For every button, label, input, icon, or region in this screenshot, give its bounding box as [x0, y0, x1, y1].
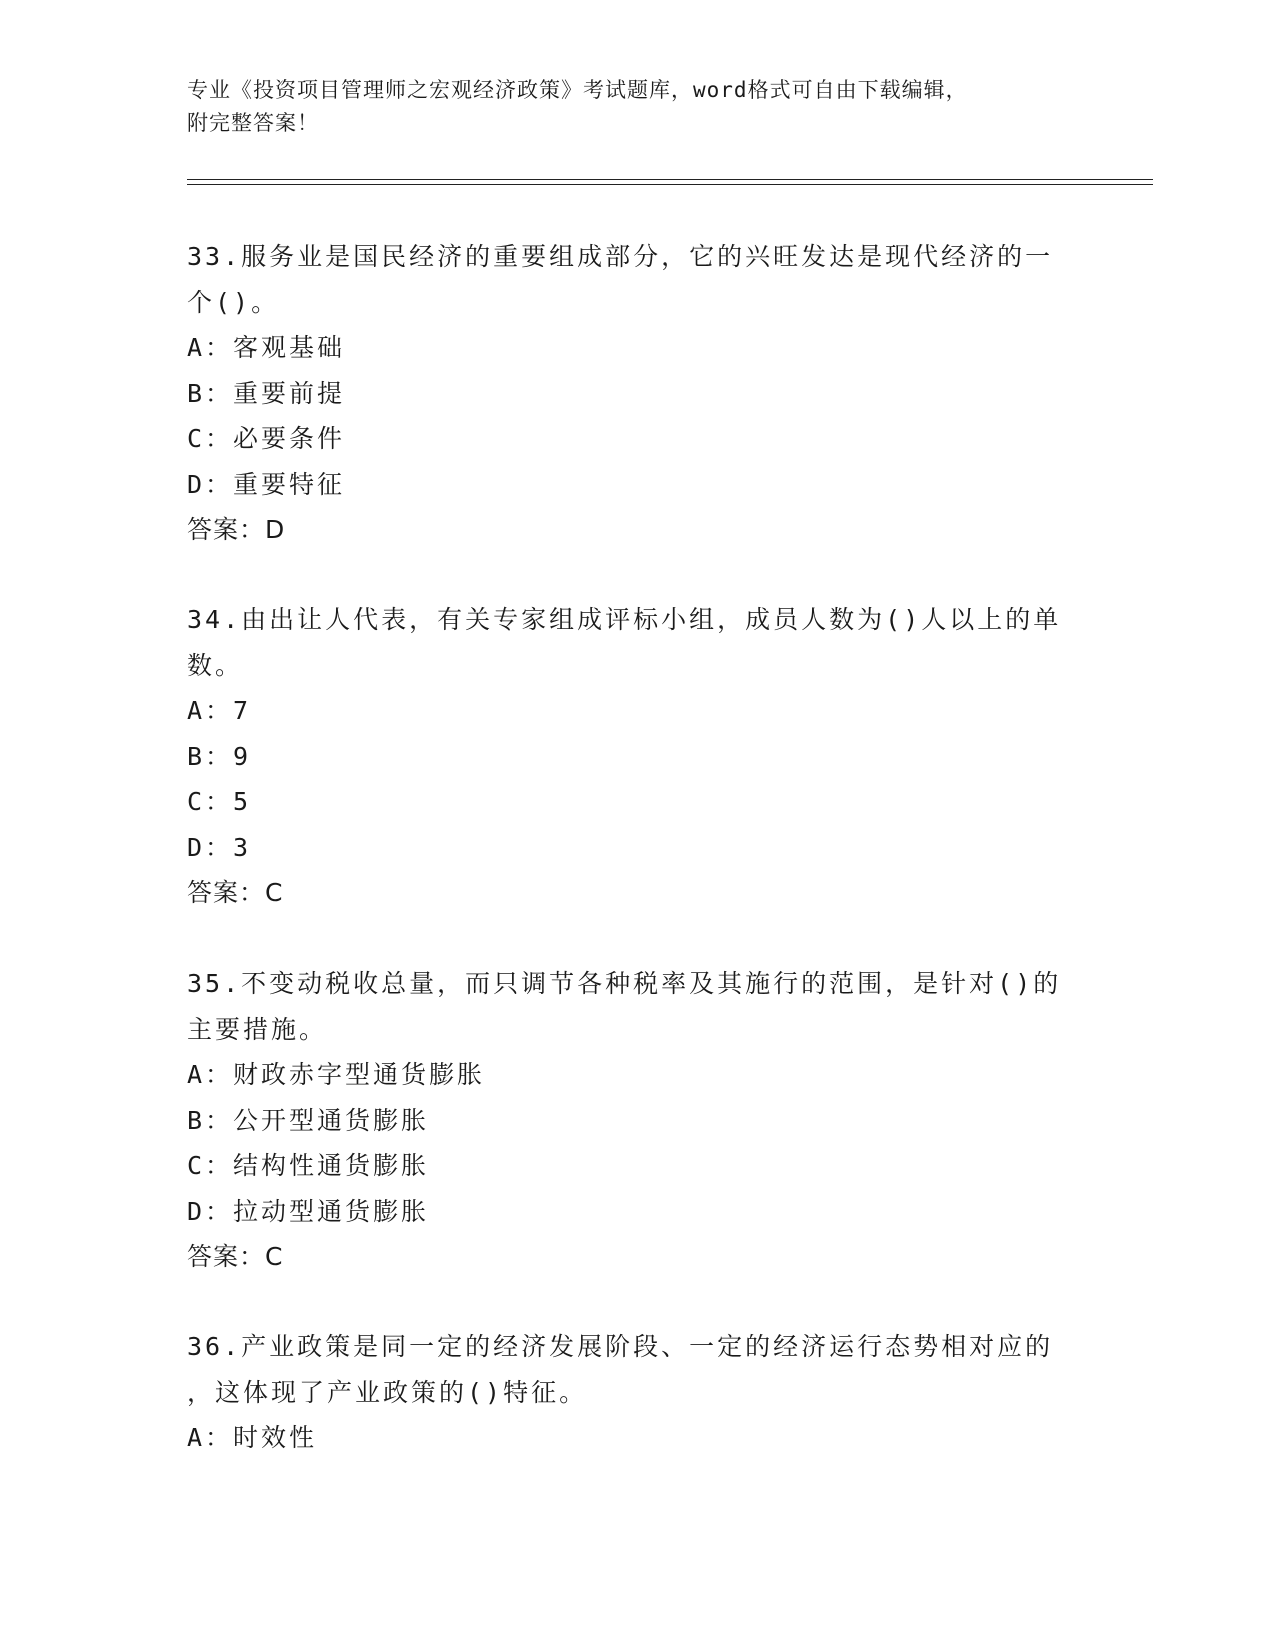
- question-33: [187, 234, 1087, 553]
- question-stem: 35.不变动税收总量，而只调节各种税率及其施行的范围，是针对()的: [187, 969, 1062, 998]
- option-d: D：拉动型通货膨胀: [187, 1196, 430, 1226]
- document-header: [187, 74, 1087, 140]
- option-b: B：重要前提: [187, 378, 346, 408]
- question-stem: 34.由出让人代表，有关专家组成评标小组，成员人数为()人以上的单: [187, 605, 1062, 634]
- answer: 答案：D: [187, 515, 286, 544]
- option-a: A：客观基础: [187, 333, 346, 362]
- question-34: [187, 597, 1087, 916]
- question-stem: 个()。: [187, 287, 280, 317]
- option-d: D：重要特征: [187, 469, 346, 499]
- option-b: B：9: [187, 741, 252, 771]
- option-a: A：7: [187, 696, 252, 725]
- answer: 答案：C: [187, 1242, 284, 1271]
- header-divider-bottom: [187, 184, 1153, 185]
- option-a: A：财政赤字型通货膨胀: [187, 1060, 486, 1089]
- option-d: D：3: [187, 832, 252, 862]
- header-line-2: 附完整答案！: [187, 111, 319, 135]
- question-stem: 数。: [187, 650, 244, 680]
- option-c: C：5: [187, 787, 252, 816]
- option-a: A：时效性: [187, 1423, 318, 1452]
- question-stem: 36.产业政策是同一定的经济发展阶段、一定的经济运行态势相对应的: [187, 1332, 1054, 1361]
- question-36: [187, 1324, 1087, 1461]
- answer: 答案：C: [187, 878, 284, 907]
- question-stem: ，这体现了产业政策的()特征。: [187, 1377, 588, 1407]
- header-line-1: 专业《投资项目管理师之宏观经济政策》考试题库，word格式可自由下载编辑，: [187, 78, 968, 102]
- question-stem: 33.服务业是国民经济的重要组成部分，它的兴旺发达是现代经济的一: [187, 242, 1054, 271]
- question-stem: 主要措施。: [187, 1014, 328, 1044]
- header-divider-top: [187, 179, 1153, 180]
- option-b: B：公开型通货膨胀: [187, 1105, 430, 1135]
- option-c: C：必要条件: [187, 424, 346, 453]
- question-35: [187, 961, 1087, 1280]
- option-c: C：结构性通货膨胀: [187, 1151, 430, 1180]
